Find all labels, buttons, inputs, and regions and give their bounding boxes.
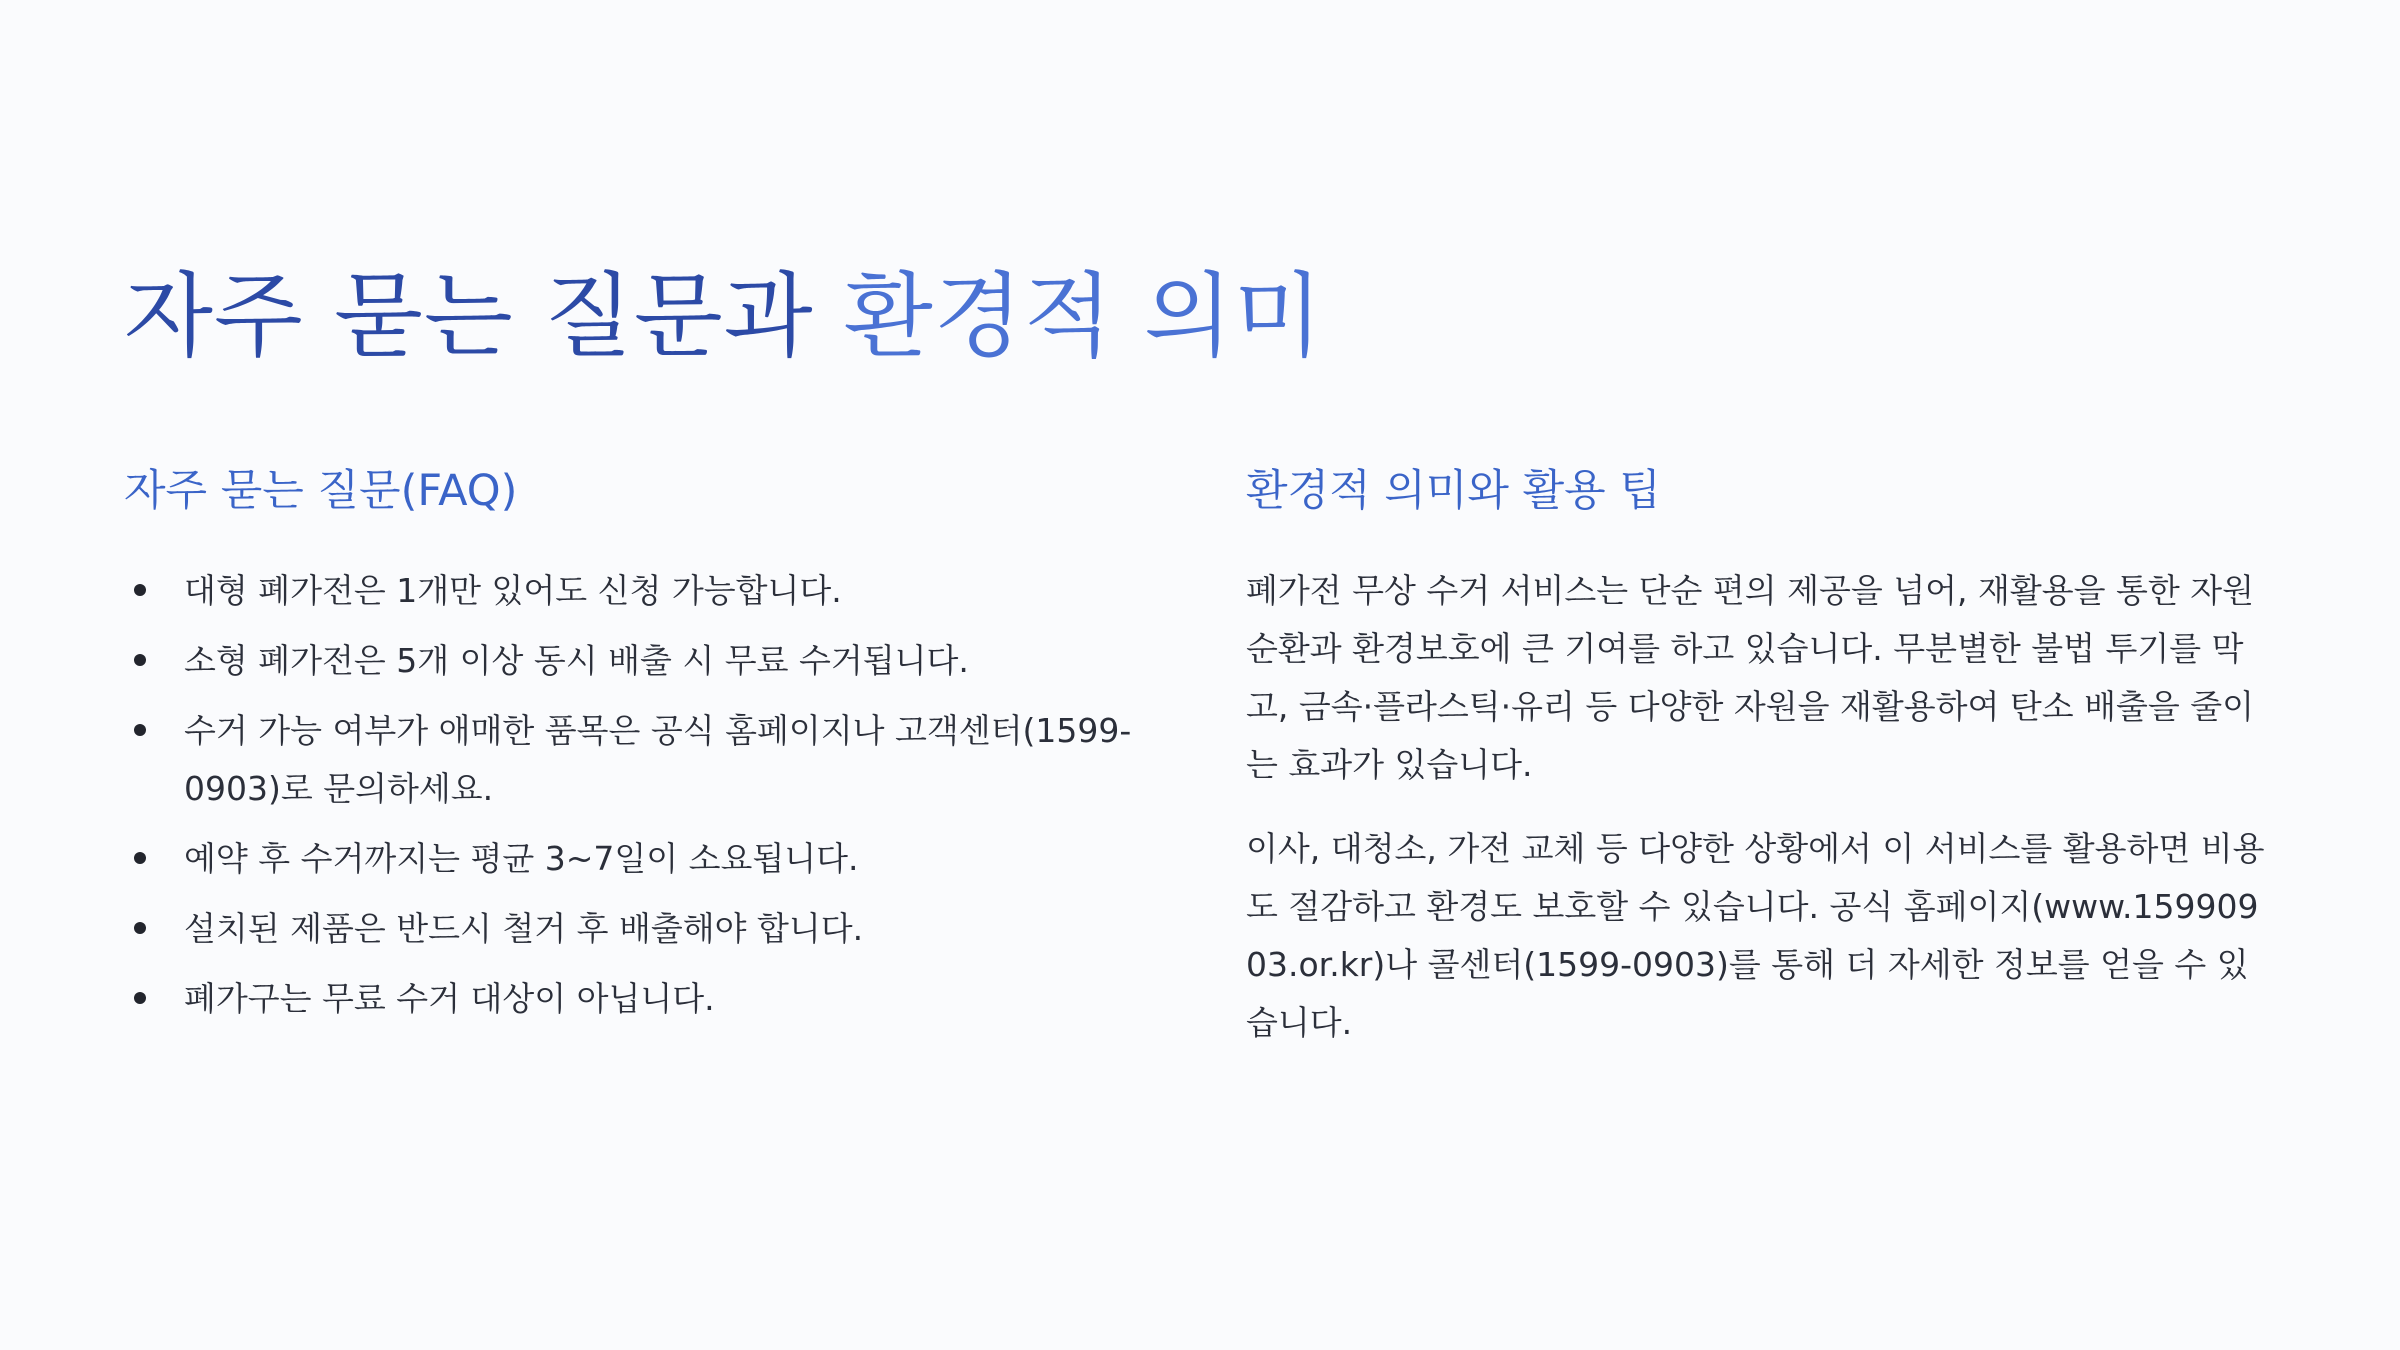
page-title-part1: 자주 묻는 질문과	[124, 263, 844, 370]
environment-section	[1246, 466, 2276, 1078]
environment-heading: 환경적 의미와 활용 팁	[1246, 466, 1661, 516]
faq-item	[124, 900, 1144, 958]
faq-item	[124, 702, 1144, 818]
bullet-icon	[134, 992, 146, 1004]
faq-item	[124, 830, 1144, 888]
faq-item-text: 수거 가능 여부가 애매한 품목은 공식 홈페이지나 고객센터(1599-0903)로 문의하세요.	[184, 710, 1132, 808]
faq-item	[124, 970, 1144, 1028]
bullet-icon	[134, 852, 146, 864]
faq-item-text: 소형 폐가전은 5개 이상 동시 배출 시 무료 수거됩니다.	[184, 640, 969, 680]
faq-item	[124, 632, 1144, 690]
bullet-icon	[134, 584, 146, 596]
faq-item-text: 설치된 제품은 반드시 철거 후 배출해야 합니다.	[184, 908, 864, 948]
faq-section	[124, 466, 1144, 1040]
bullet-icon	[134, 724, 146, 736]
page-title	[124, 262, 1323, 372]
faq-item-text: 폐가구는 무료 수거 대상이 아닙니다.	[184, 978, 715, 1018]
bullet-icon	[134, 654, 146, 666]
environment-paragraph: 이사, 대청소, 가전 교체 등 다양한 상황에서 이 서비스를 활용하면 비용도 절감하고 환경도 보호할 수 있습니다. 공식 홈페이지(www.15990903.or.kr)나 콜센터(1599-0903)를 통해 더 자세한 정보를 얻을 수 있습니다.	[1246, 828, 2265, 1042]
faq-item-text: 대형 폐가전은 1개만 있어도 신청 가능합니다.	[184, 570, 842, 610]
faq-item	[124, 562, 1144, 620]
faq-heading: 자주 묻는 질문(FAQ)	[124, 466, 518, 516]
environment-paragraph: 폐가전 무상 수거 서비스는 단순 편의 제공을 넘어, 재활용을 통한 자원 순환과 환경보호에 큰 기여를 하고 있습니다. 무분별한 불법 투기를 막고, 금속·플라스틱·유리 등 다양한 자원을 재활용하여 탄소 배출을 줄이는 효과가 있습니다.	[1246, 570, 2254, 784]
bullet-icon	[134, 922, 146, 934]
page-title-part2: 환경적 의미	[843, 263, 1324, 370]
faq-item-text: 예약 후 수거까지는 평균 3~7일이 소요됩니다.	[184, 838, 859, 878]
faq-list	[124, 562, 1144, 1028]
